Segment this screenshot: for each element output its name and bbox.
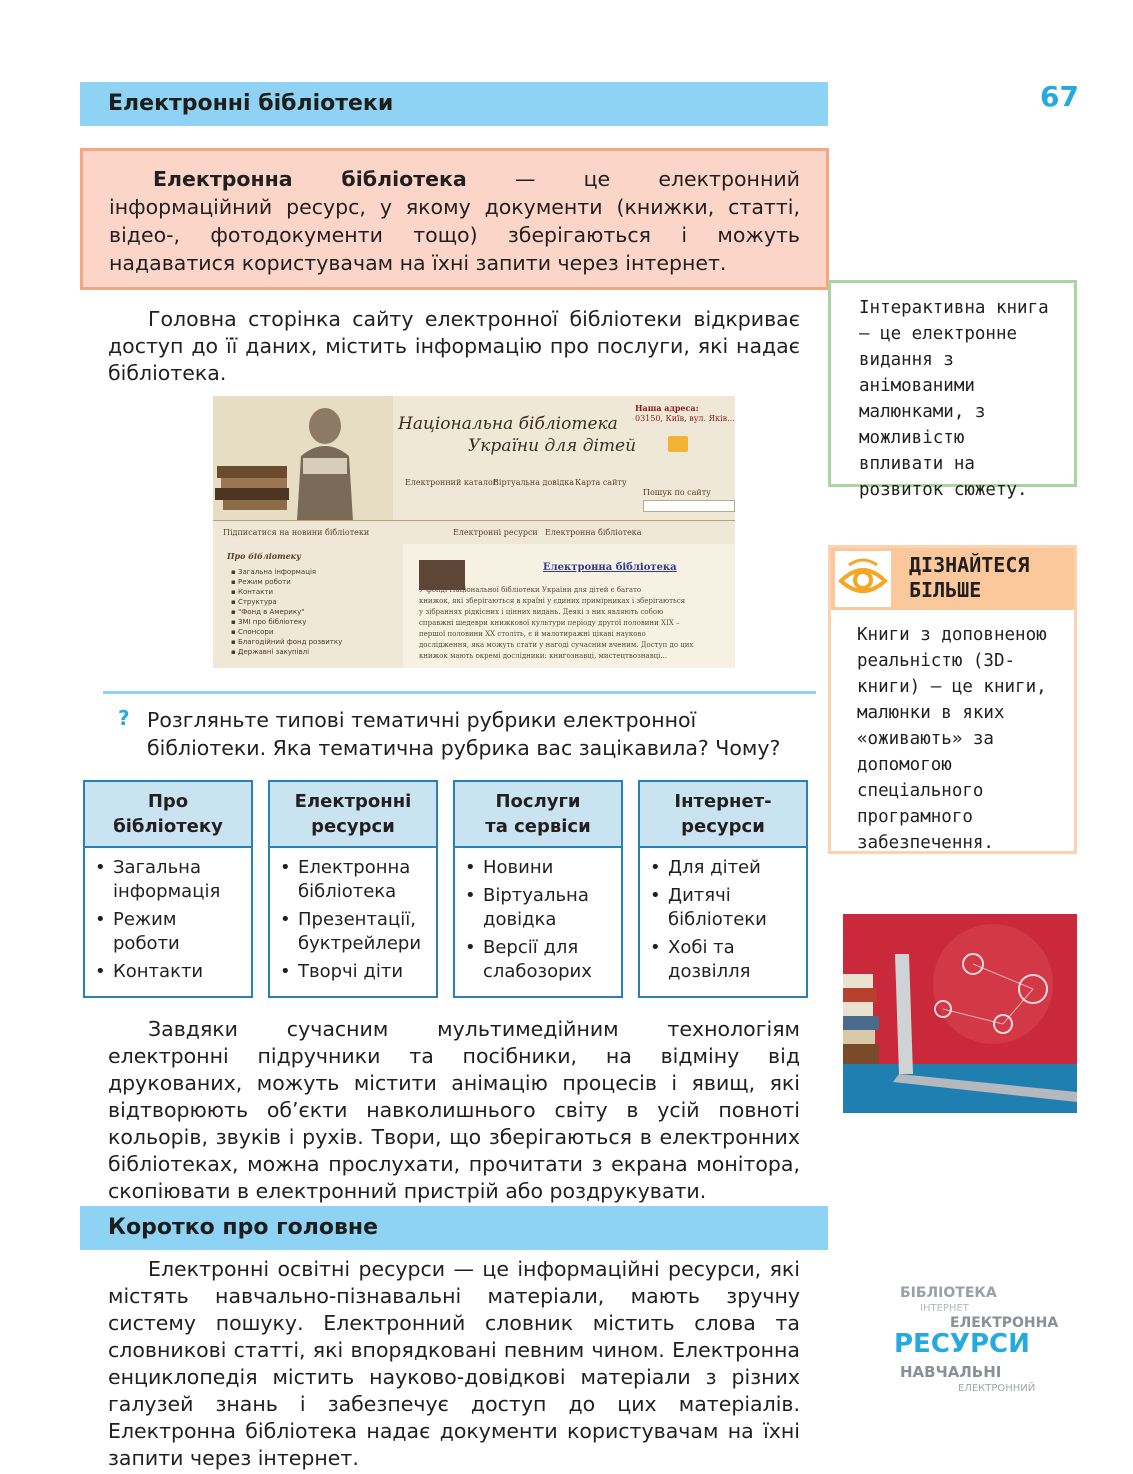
site-menu-item[interactable]: ▪ Загальна інформація — [231, 568, 317, 576]
laptop-illustration — [843, 914, 1077, 1113]
rubric-services — [453, 780, 623, 998]
site-menu-item[interactable]: ▪ Структура — [231, 598, 277, 606]
content-panel — [403, 544, 735, 668]
definition-text: — це електронний інформаційний ресурс, у якому документи (книжки, статті, відео-, фотодокументи тощо) зберігаються і можуть надаватися користувачам на їхні запити через інтернет. — [109, 167, 800, 275]
section-title: Електронні бібліотеки — [80, 82, 828, 126]
rubric-item: • Дитячі бібліотеки — [650, 884, 800, 932]
site-menu-item[interactable]: ▪ "Фонд в Америку" — [231, 608, 305, 616]
nav-sitemap[interactable]: Карта сайту — [575, 478, 627, 487]
site-menu-item[interactable]: ▪ Контакти — [231, 588, 274, 596]
learn-more-title: ДІЗНАЙТЕСЯ БІЛЬШЕ — [909, 553, 1030, 602]
learn-more-header — [831, 548, 1074, 610]
learn-more-box — [828, 545, 1077, 854]
definition-box — [80, 148, 829, 290]
rubric-title: Про бібліотеку — [85, 782, 251, 848]
rubric-item: • Контакти — [95, 960, 245, 984]
word-cloud-word: ЕЛЕКТРОННА — [950, 1315, 1059, 1331]
summary-title: Коротко про головне — [80, 1206, 828, 1250]
laptop-books-photo — [843, 914, 1077, 1113]
word-cloud — [858, 1277, 1058, 1412]
word-cloud-word: НАВЧАЛЬНІ — [900, 1363, 1002, 1381]
content-line: справжні шедеври книжкової культури періоду другої половини XIX – — [419, 619, 680, 627]
nav-reference[interactable]: Віртуальна довідка — [493, 478, 575, 487]
site-menu-item[interactable]: ▪ Благодійний фонд розвитку — [231, 638, 343, 646]
address-label: Наша адреса: — [635, 403, 699, 413]
link-resources[interactable]: Електронні ресурси — [453, 528, 538, 537]
address-text: 03150, Київ, вул. Яків... — [635, 414, 735, 423]
content-line: дослідження, яка можуть стати у нагоді сучасним вченим. Доступ до цих — [419, 641, 694, 649]
mail-icon[interactable] — [668, 436, 688, 452]
content-line: книжок, які зберігаються в країні у єдиних примірниках і зберігаються — [419, 597, 686, 605]
content-line: у зібраннях рідкісних і цінних видань. Деякі з них являють собою — [419, 608, 664, 616]
rubric-title: Електронні ресурси — [270, 782, 436, 848]
link-ebook[interactable]: Електронна бібліотека — [545, 528, 642, 537]
rubric-item: • Версії для слабозорих — [465, 936, 615, 984]
interactive-book-note: Інтерактивна книга — це електронне видання з анімованими малюнками, з можливістю впливати на розвиток сюжету. — [828, 280, 1077, 487]
search-input[interactable] — [643, 500, 735, 512]
summary-paragraph: Електронні освітні ресурси — це інформаційні ресурси, які містять навчально-пізнавальні матеріали, мають зручну систему пошуку. Електронний словник містить слова та словникові статті, які впорядковані певним чином. Електронна енциклопедія містить науково-довідкові матеріали з різних галузей знань і забезпечує доступ до цих матеріалів. Електронна бібліотека надає документи користувачам на їхні запити через інтернет. — [108, 1257, 800, 1470]
rubric-internet-resources — [638, 780, 808, 998]
rubric-about-library — [83, 780, 253, 998]
rubric-item: • Електронна бібліотека — [280, 856, 430, 904]
content-title[interactable]: Електронна бібліотека — [543, 562, 677, 573]
divider — [213, 520, 735, 521]
subscribe-link[interactable]: Підписатися на новини бібліотеки — [223, 528, 370, 537]
rubric-item: • Для дітей — [650, 856, 800, 880]
menu-title: Про бібліотеку — [227, 551, 301, 561]
learn-more-text: Книги з доповненою реальністю (3D-книги) — це книги, малюнки в яких «оживають» за допомогою спеціального програмного забезпечення. — [857, 625, 1047, 853]
question-divider — [103, 691, 816, 694]
library-title-line1: Національна бібліотека — [398, 414, 618, 434]
library-title-line2: України для дітей — [468, 436, 637, 456]
rubric-item: • Віртуальна довідка — [465, 884, 615, 932]
intro-paragraph: Головна сторінка сайту електронної бібліотеки відкриває доступ до її даних, містить інформацію про послуги, які надає бібліотека. — [108, 307, 800, 385]
rubric-item: • Презентації, буктрейлери — [280, 908, 430, 956]
definition-term: Електронна бібліотека — [153, 167, 467, 191]
content-line: першої половини XX століть, є й малотиражні цікаві науково — [419, 630, 646, 638]
library-website-screenshot — [213, 396, 735, 668]
question-text: Розгляньте типові тематичні рубрики електронної бібліотеки. Яка тематична рубрика вас зацікавила? Чому? — [147, 708, 781, 760]
rubric-title: Інтернет- ресурси — [640, 782, 806, 848]
word-cloud-word: ЕЛЕКТРОННИЙ — [958, 1383, 1036, 1394]
site-menu-item[interactable]: ▪ Режим роботи — [231, 578, 291, 586]
question-mark-icon: ? — [118, 706, 130, 730]
rubric-item: • Хобі та дозвілля — [650, 936, 800, 984]
rubric-item: • Новини — [465, 856, 615, 880]
site-menu-item[interactable]: ▪ ЗМІ про бібліотеку — [231, 618, 307, 626]
multimedia-paragraph: Завдяки сучасним мультимедійним технологіям електронні підручники та посібники, на відміну від друкованих, можуть містити анімацію процесів і явищ, які відтворюють об’єкти навколишнього світу в усій повноті кольорів, звуків і рухів. Твори, що зберігаються в електронних бібліотеках, можна прослухати, прочитати з екрана монітора, скопіювати в електронний пристрій або роздрукувати. — [108, 1017, 800, 1203]
rubric-item: • Творчі діти — [280, 960, 430, 984]
rubric-item: • Режим роботи — [95, 908, 245, 956]
eye-icon — [835, 551, 891, 607]
rubric-electronic-resources — [268, 780, 438, 998]
site-menu-item[interactable]: ▪ Державні закупівлі — [231, 648, 310, 656]
search-label: Пошук по сайту — [643, 488, 711, 497]
rubric-title: Послуги та сервіси — [455, 782, 621, 848]
site-menu-item[interactable]: ▪ Спонсори — [231, 628, 274, 636]
content-line: У фонді Національної бібліотеки України для дітей є багато — [419, 586, 642, 594]
nav-catalog[interactable]: Електронний каталог — [405, 478, 497, 487]
content-line: книжок мають окремі дослідники: книгознавці, мистецтвознавці... — [419, 652, 668, 660]
rubric-item: • Загальна інформація — [95, 856, 245, 904]
word-cloud-word: ІНТЕРНЕТ — [920, 1303, 969, 1314]
page-number: 67 — [1040, 80, 1079, 113]
word-cloud-word: БІБЛІОТЕКА — [900, 1285, 997, 1301]
statue-illustration — [213, 396, 393, 521]
word-cloud-main: РЕСУРСИ — [894, 1329, 1030, 1359]
